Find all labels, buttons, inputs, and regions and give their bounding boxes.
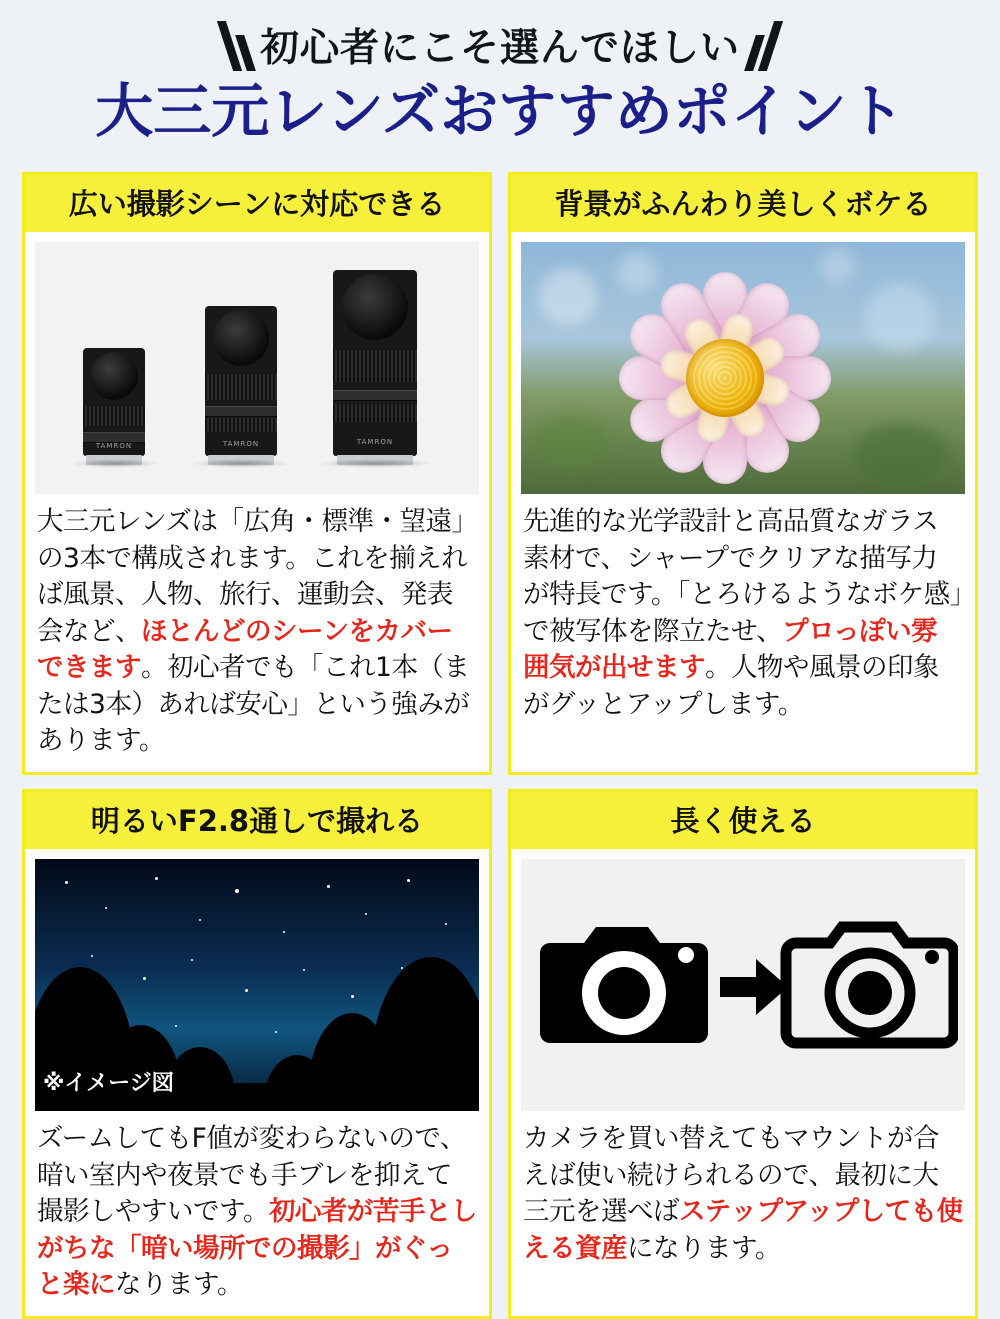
points-grid <box>22 172 978 1319</box>
arrow-right-icon <box>720 959 788 1015</box>
point-card-4 <box>508 789 978 1319</box>
point-card-3-title: 明るいF2.8通しで撮れる <box>25 792 489 849</box>
point-card-1-media <box>35 242 479 494</box>
point-card-3 <box>22 789 492 1319</box>
point-card-1 <box>22 172 492 775</box>
starry-night-photo <box>35 859 479 1111</box>
point-card-1-body <box>25 498 489 772</box>
point-card-3-media <box>35 859 479 1111</box>
point-card-1-title: 広い撮影シーンに対応できる <box>25 175 489 232</box>
point-card-1-text-b: 。初心者でも「これ1本（または3本）あれば安心」という強みがあります。 <box>37 652 470 757</box>
page-title: 大三元レンズおすすめポイント <box>95 77 905 145</box>
point-card-2-body <box>511 498 975 735</box>
header-subtitle: 初心者にこそ選んでほしい <box>259 26 740 71</box>
camera-upgrade-icon <box>521 859 965 1111</box>
point-card-4-body <box>511 1115 975 1279</box>
camera-filled-icon <box>540 927 708 1043</box>
point-card-1-text-a: 大三元レンズは「広角・標準・望遠」の3本で構成されます。これを揃えれば風景、人物、旅行、運動会、発表会など、 <box>37 506 468 647</box>
camera-outline-icon <box>786 927 954 1043</box>
point-card-4-media <box>521 859 965 1111</box>
point-card-3-text-highlight: 初心者が苦手としがちな「暗い場所での撮影」がぐっと楽に <box>37 1196 477 1301</box>
slash-decoration-left-icon <box>225 19 250 71</box>
three-lenses-photo: TAMRON TAMRON TAMRON <box>35 242 479 494</box>
subtitle-row <box>0 14 1000 76</box>
flower-bokeh-photo <box>521 242 965 494</box>
point-card-1-text-highlight: ほとんどのシーンをカバーできます <box>37 615 453 684</box>
point-card-3-body <box>25 1115 489 1316</box>
point-card-2 <box>508 172 978 775</box>
point-card-2-title: 背景がふんわり美しくボケる <box>511 175 975 232</box>
image-disclaimer-note: ※イメージ図 <box>43 1070 174 1096</box>
point-card-2-text-highlight: プロっぽい雰囲気が出せます <box>523 615 938 684</box>
point-card-4-title: 長く使える <box>511 792 975 849</box>
point-card-2-media <box>521 242 965 494</box>
camera-to-camera-svg <box>528 885 958 1085</box>
point-card-4-text-b: になります。 <box>627 1232 781 1264</box>
point-card-4-text-a: カメラを買い替えてもマウントが合えば使い続けられるので、最初に大三元を選べば <box>523 1122 939 1228</box>
point-card-3-text-b: なります。 <box>115 1269 243 1301</box>
point-card-2-text-a: 先進的な光学設計と高品質なガラス素材で、シャープでクリアな描写力が特長です。「とろけるようなボケ感」で被写体を際立たせ、 <box>523 506 963 647</box>
header <box>0 0 1000 145</box>
point-card-2-text-b: 。人物や風景の印象がグッとアップします。 <box>523 652 939 720</box>
point-card-3-text-a: ズームしてもF値が変わらないので、暗い室内や夜景でも手ブレを抑えて撮影しやすいです。 <box>37 1122 466 1228</box>
slash-decoration-right-icon <box>750 19 775 71</box>
point-card-4-text-highlight: ステップアップしても使える資産 <box>523 1196 963 1264</box>
